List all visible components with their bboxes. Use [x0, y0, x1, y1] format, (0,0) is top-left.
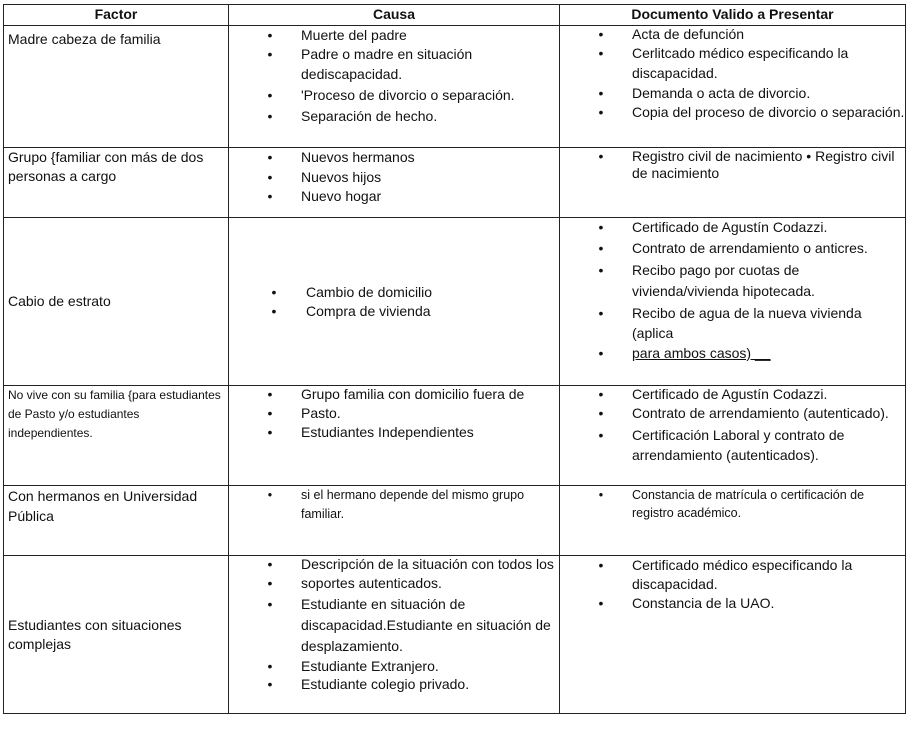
list-item: • si el hermano depende del mismo grupo familiar. — [229, 486, 559, 524]
list-item: • para ambos casos) __ — [560, 344, 905, 363]
bullet-icon: • — [267, 27, 273, 43]
bullet-icon: • — [267, 405, 273, 421]
documento-list — [560, 218, 905, 363]
list-item: • Certificado médico especificando la discapacidad. — [560, 556, 905, 594]
causa-cell — [229, 556, 560, 714]
table-row — [4, 26, 906, 148]
list-item: • Contrato de arrendamiento (autenticado). — [560, 403, 905, 423]
list-item: • Muerte del padre — [229, 26, 559, 44]
documento-cell — [560, 218, 906, 386]
requirements-table — [3, 4, 906, 714]
factor-cell: Cabio de estrato — [4, 218, 229, 386]
bullet-icon: • — [598, 305, 604, 321]
list-item: • Recibo de agua de la nueva vivienda (aplica — [560, 303, 905, 343]
list-item: • 'Proceso de divorcio o separación. — [229, 85, 559, 105]
bullet-icon: • — [598, 427, 604, 443]
bullet-icon: • — [598, 240, 604, 256]
bullet-icon: • — [267, 386, 273, 402]
bullet-icon: • — [267, 596, 273, 612]
list-item: • Estudiante Extranjero. — [229, 657, 559, 675]
list-item: • Nuevos hermanos — [229, 148, 559, 167]
list-item: • Grupo familia con domicilio fuera de — [229, 386, 559, 403]
causa-list — [229, 283, 559, 321]
documento-cell — [560, 486, 906, 556]
documento-list — [560, 148, 905, 182]
bullet-icon: • — [271, 302, 277, 319]
documento-list — [560, 556, 905, 613]
documento-cell — [560, 26, 906, 148]
bullet-icon: • — [598, 148, 604, 164]
bullet-icon: • — [598, 557, 604, 573]
table-row — [4, 148, 906, 218]
bullet-icon: • — [267, 46, 273, 62]
list-item: • Nuevos hijos — [229, 167, 559, 187]
list-item: • Certificación Laboral y contrato de arrendamiento (autenticados). — [560, 425, 905, 465]
table-row — [4, 556, 906, 714]
bullet-icon: • — [267, 676, 273, 692]
bullet-icon: • — [598, 26, 604, 42]
bullet-icon: • — [267, 658, 273, 674]
header-factor: Factor — [4, 5, 229, 26]
factor-cell: Madre cabeza de familia — [4, 26, 229, 148]
bullet-icon: • — [598, 262, 604, 278]
bullet-icon: • — [271, 283, 277, 300]
list-item: • Demanda o acta de divorcio. — [560, 84, 905, 103]
bullet-icon: • — [267, 87, 273, 103]
documento-cell — [560, 148, 906, 218]
table-row — [4, 486, 906, 556]
bullet-icon: • — [267, 424, 273, 440]
causa-list — [229, 486, 559, 524]
list-item: • Estudiantes Independientes — [229, 423, 559, 442]
list-item: • Cerlitcado médico especificando la discapacidad. — [560, 43, 905, 83]
bullet-icon: • — [598, 386, 604, 402]
factor-cell: No vive con su familia {para estudiantes de Pasto y/o estudiantes independientes. — [4, 386, 229, 486]
bullet-icon: • — [267, 188, 273, 204]
bullet-icon: • — [267, 488, 273, 502]
list-item: • Registro civil de nacimiento • Registro civil de nacimiento — [560, 148, 905, 182]
documento-cell — [560, 556, 906, 714]
list-item: • Pasto. — [229, 403, 559, 423]
bullet-icon: • — [267, 556, 273, 572]
causa-list — [229, 556, 559, 693]
causa-list — [229, 26, 559, 126]
bullet-icon: • — [267, 149, 273, 165]
list-item: • Nuevo hogar — [229, 187, 559, 206]
bullet-icon: • — [598, 45, 604, 61]
list-item: • soportes autenticados. — [229, 573, 559, 593]
list-item: • Constancia de matrícula o certificación de registro académico. — [560, 486, 905, 522]
bullet-icon: • — [267, 169, 273, 185]
bullet-icon: • — [598, 595, 604, 611]
bullet-icon: • — [598, 104, 604, 120]
factor-cell: Con hermanos en Universidad Pública — [4, 486, 229, 556]
header-causa: Causa — [229, 5, 560, 26]
causa-list — [229, 386, 559, 442]
table-row — [4, 386, 906, 486]
list-item: • Estudiante colegio privado. — [229, 675, 559, 693]
list-item: • Descripción de la situación con todos los — [229, 556, 559, 573]
list-item: • Certificado de Agustín Codazzi. — [560, 218, 905, 237]
causa-cell — [229, 386, 560, 486]
causa-list — [229, 148, 559, 206]
list-item: • Padre o madre en situación dediscapacidad. — [229, 44, 559, 84]
documento-list — [560, 486, 905, 522]
bullet-icon: • — [598, 488, 604, 502]
documento-list — [560, 26, 905, 122]
list-item: • Certificado de Agustín Codazzi. — [560, 386, 905, 403]
causa-cell — [229, 218, 560, 386]
list-item: • Copia del proceso de divorcio o separación. — [560, 103, 905, 122]
documento-cell — [560, 386, 906, 486]
list-item: • Contrato de arrendamiento o anticres. — [560, 238, 905, 259]
list-item: • Estudiante en situación de discapacidad.Estudiante en situación de desplazamiento. — [229, 594, 559, 657]
causa-cell — [229, 148, 560, 218]
list-item: • Separación de hecho. — [229, 106, 559, 126]
factor-cell: Estudiantes con situaciones complejas — [4, 556, 229, 714]
bullet-icon: • — [598, 345, 604, 361]
list-item: • Recibo pago por cuotas de vivienda/vivienda hipotecada. — [560, 260, 905, 302]
causa-cell — [229, 26, 560, 148]
bullet-icon: • — [598, 85, 604, 101]
list-item: • Compra de vivienda — [229, 302, 559, 321]
table-row — [4, 218, 906, 386]
list-item: • Constancia de la UAO. — [560, 594, 905, 613]
causa-cell — [229, 486, 560, 556]
bullet-icon: • — [267, 108, 273, 124]
factor-cell: Grupo {familiar con más de dos personas a cargo — [4, 148, 229, 218]
documento-list — [560, 386, 905, 465]
bullet-icon: • — [598, 219, 604, 235]
list-item: • Acta de defunción — [560, 26, 905, 43]
header-row — [4, 5, 906, 26]
bullet-icon: • — [267, 575, 273, 591]
list-item: • Cambio de domicilio — [229, 283, 559, 302]
header-documento: Documento Valido a Presentar — [560, 5, 906, 26]
bullet-icon: • — [598, 405, 604, 421]
